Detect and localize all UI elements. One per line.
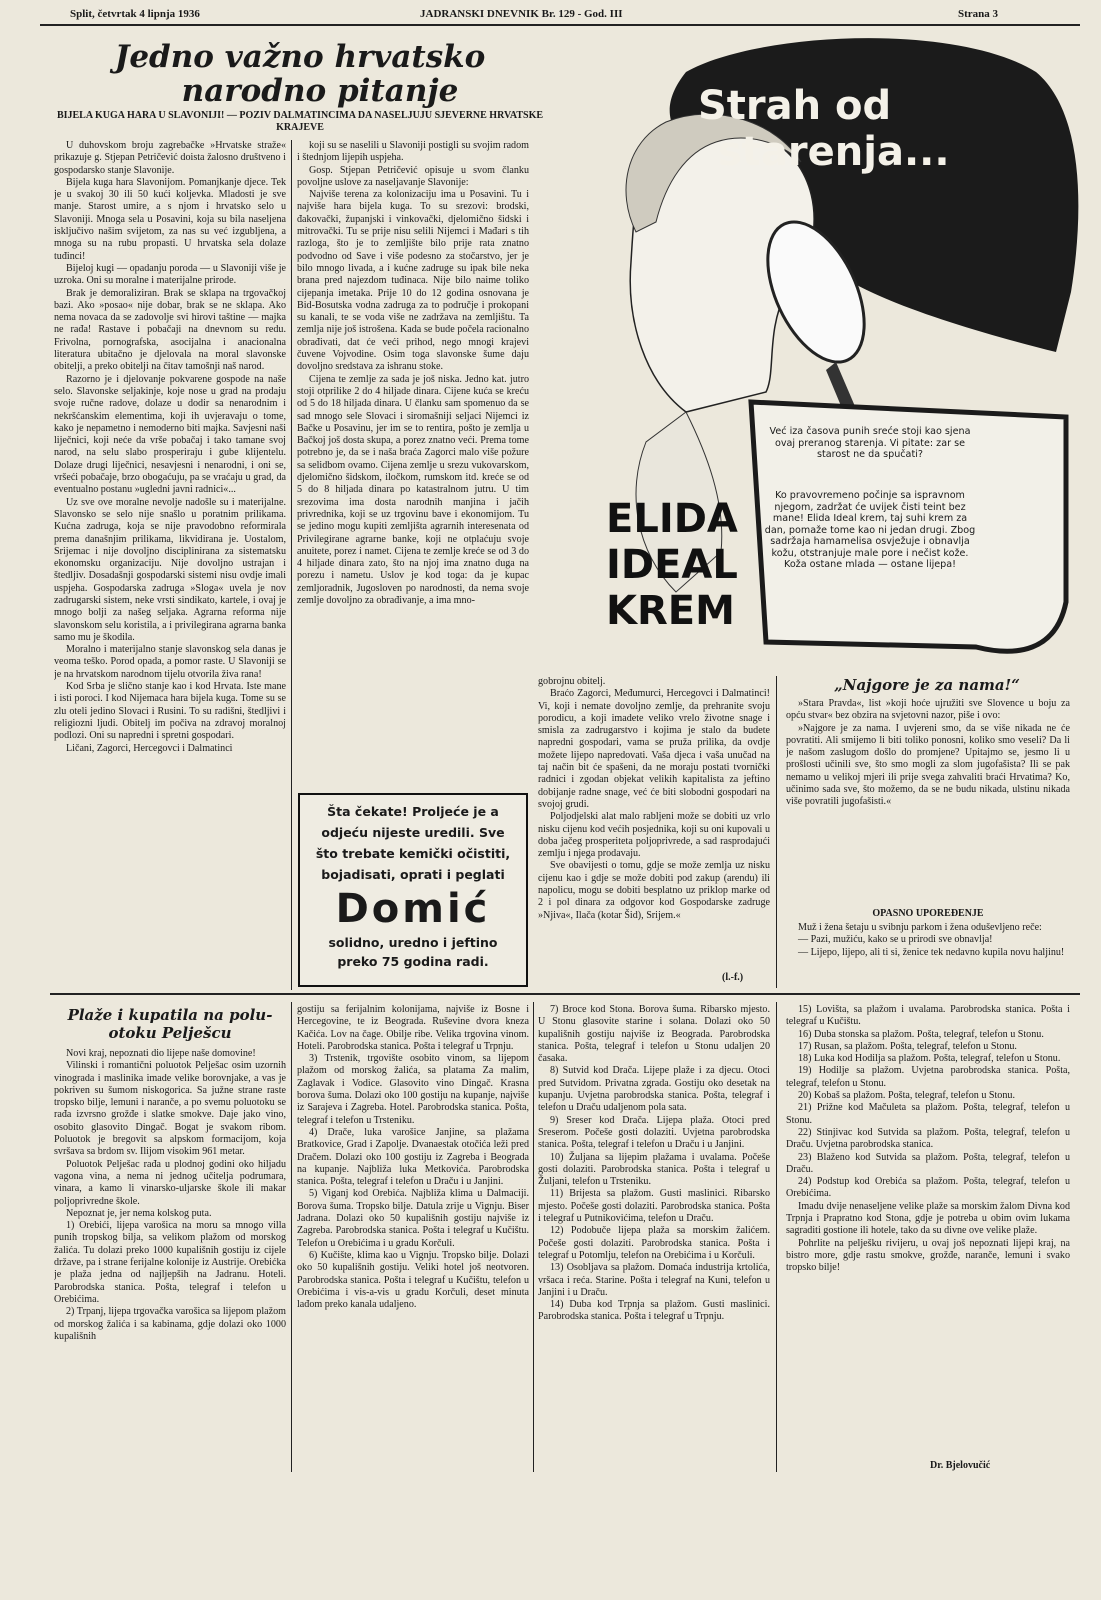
paragraph: 20) Kobaš sa plažom. Pošta, telegraf, telefon u Stonu. [798,1090,1015,1102]
column-divider [291,140,292,990]
paragraph: 4) Drače, luka varošice Janjine, sa plažama Bratkovice, Grad i Zapolje. Dvanaestak otočića leži pred Dračem. Dolazi oko 100 gostiju iz Zagreba i Beograda na kupanje. Najbliža luka Metkovića. Parobrodska stanica. Pošta, telegraf i telefon u Draču i u Janjini. [297,1126,529,1188]
elida-headline-line1: Strah od [698,83,892,129]
paragraph: Razorno je i djelovanje pokvarene gospode na naše selo. Slavonske seljakinje, koje nose u grad na prodaju svoje ručne radove, dolaze u dodir sa nenarodnim i nekršćanskim elementima, koji ih uvjeravaju o tome, kako je nepametno i nemoderno biti majka. Savjesni naši liječnici, koji neće da vrše pobačaj i tako tamane svoj narod, na selu slabo prosperiraju i gube klijentelu. Dolaze drugi liječnici, nesavjesni i nenarodni, i oni se, vršeći pobačaje, brzo obogaćuju, pa se vraćaju u grad, da eventualno postanu »ugledni javni radnici«... [54,373,286,496]
paragraph: 18) Luka kod Hodilja sa plažom. Pošta, telegraf, telefon u Stonu. [798,1053,1061,1065]
plaze-column-3 [538,1004,770,1476]
paragraph: Brak je demoraliziran. Brak se sklapa na trgovačkoj bazi. Ako »posao« nije dobar, brak se ne sklapa. Ako nema novaca da se zadovolje svi hirovi taštine — majka ne rađa! Rastave i pobačaji na dnevnom su redu. Frivolna, pornografska, asocijalna i anacionalna literatura ubitačno je djelovala na moral slavonske obitelji, a preko obitelji na čitav tamošnji naš narod. [54,287,286,373]
paragraph: — Pazi, mužiću, kako se u prirodi sve obnavlja! [798,934,993,946]
paragraph: Imadu dvije nenaseljene velike plaže sa morskim žalom Divna kod Trpnja i Prapratno kod Stona, gdje je potreba u obim ovim lukama sagraditi gostione ili hotele, tako da su divne ove velike plaže. [786,1200,1070,1237]
elida-brand-line2: IDEAL [606,542,738,588]
elida-advertisement [536,32,1084,670]
column-divider [776,676,777,988]
paragraph: 8) Sutvid kod Drača. Lijepe plaže i za djecu. Otoci pred Sutvidom. Privatna zgrada. Gostiju oko desetak na kupanju. Uvjetna parobrodska stanica. Pošta, telegraf i telefon u Draču udaljenom pola sata. [538,1065,770,1114]
lead-title-line2: narodno pitanje [181,73,459,109]
paragraph: Poluotok Pelješac rađa u plodnoj godini oko hiljadu vagona vina, a nema ni jednog učitelja podrumara, vinara, a kamo li vinarsko-uljarske škole ili makar poljoprivredne škole. [54,1158,286,1207]
paragraph: 16) Duba stonska sa plažom. Pošta, telegraf, telefon u Stonu. [798,1028,1044,1040]
paragraph: 21) Prižne kod Mačuleta sa plažom. Pošta, telegraf, telefon u Stonu. [786,1102,1070,1126]
paragraph: 23) Blaženo kod Sutvida sa plažom. Pošta, telegraf, telefon u Draču. [786,1151,1070,1175]
section-rule [50,993,1080,995]
plaze-column-1 [54,1048,286,1478]
lead-column-3 [538,676,770,986]
domic-line6: preko 75 godina radi. [337,954,489,969]
paragraph: 14) Duba kod Trpnja sa plažom. Gusti maslinici. Parobrodska stanica. Pošta i telegraf u Trpnju. [538,1299,770,1323]
paragraph: Gosp. Stjepan Petričević opisuje u svom članku povoljne uslove za naseljavanje Slavonije: [297,164,529,188]
paragraph: Bijela kuga hara Slavonijom. Pomanjkanje djece. Tek je u svakoj 30 ili 50 kući koljevka. Mladosti je sve manje. Starost umire, a s njom i hrvatsko selo u Slavoniji. Mnoga sela u Posavini, koja su bila naseljena isključivo našim svijetom, za nas su već izgubljena, a mnoga su na rubu propasti. U hrvatska sela dolaze tuđinci! [54,176,286,262]
plaze-title-line1: Plaže i kupatila na polu- [67,1006,273,1024]
elida-bubble-top: Već iza časova punih sreće stoji kao sjena ovaj preranog starenja. Vi pitate: zar se starost ne da spučati? [769,426,971,460]
paragraph: 2) Trpanj, lijepa trgovačka varošica sa lijepom plažom od morskog žalića i sa kabinama, gdje dolazi oko 1000 kupališnih [54,1306,286,1342]
paragraph: 9) Sreser kod Drača. Lijepa plaža. Otoci pred Sreserom. Počeše gosti dolaziti. Uvjetna parobrodska stanica. Pošta, telegraf i telefon u Draču i u Janjini. [538,1114,770,1151]
column-divider [291,1002,292,1472]
plaze-signature: Dr. Bjelovučić [930,1460,991,1471]
paragraph: 3) Trstenik, trgovište osobito vinom, sa lijepom plažom od morskog žalića, sa platama Za malim, Zaglavak i Vodice. Glasovito vino Dingač. Krasna borova šuma. Dolazi oko 100 gostiju na kupanje, najviše iz Sarajeva i Zagreba. Hotel. Parobrodska stanica. Pošta, telegraf i telefon u Trsteniku. [297,1053,529,1126]
paragraph: koji su se naselili u Slavoniji postigli su svojim radom i štednjom lijepih uspjeha. [297,140,529,164]
paragraph: 19) Hodilje sa plažom. Uvjetna parobrodska stanica. Pošta, telegraf, telefon u Stonu. [786,1065,1070,1089]
header-rule [40,24,1080,26]
paragraph: 24) Podstup kod Orebića sa plažom. Pošta, telegraf, telefon u Orebićima. [786,1176,1070,1200]
plaze-column-2 [297,1004,529,1476]
elida-bubble-bottom: Ko pravovremeno počinje sa ispravnom njegom, zadržat će uvijek čisti teint bez mane! Elida Ideal krem, taj suhi krem za dan, pomaže tome kao ni jedan drugi. Zbog sadržaja hamamelisa osvježuje i obnavlja kožu, otstranjuje male pore i nečist kože. Koža ostane mlada — ostane lijepa! [764,490,976,570]
paragraph: Uz sve ove moralne nevolje nadošle su i materijalne. Slavonsko se selo nije snašlo u poratnim prilikama. Kućna zadruga, koja se nije pravodobno reformirala prema današnjim prilikama, likvidirana je. Uostalom, Srijemac i nije dovoljno disciplinirana za sistematsku ekonomsku organizaciju. Nije dovoljno ustrajan i štedljiv. Dosadašnji gospodarski sistemi nisu ovdje imali uspjeha. Gospodarska zadruga »Sloga« uvela je nov zadrugarski sistem, neke vrsti sindikato, kartele, i ovaj je mnogo bolji za našeg seljaka. Agrarna reforma nije slavonskom selu koristila, a i privilegirana agrarna banka samo mu je škodila. [54,496,286,643]
paragraph: Vilinski i romantični poluotok Pelješac osim uzornih vinograda i maslinika imade velike borovnjake, a vas je pokriven su šumom niskogorica. Sa južne strane raste tropsko bilje, lemuni i naranče, a po svemu poluotoku se rađa izvrsno grožđe i slatke smokve. Daje jako vino, osobito glasovito Dingač. Bogat je svakom ribom. Poluotok je bregovit sa alpskom formacijom, koja svršava sa brdom sv. Ilijom visokim 961 metar. [54,1060,286,1158]
paragraph: 10) Žuljana sa lijepim plažama i uvalama. Počeše gosti dolaziti. Parobrodska stanica. Pošta i telegraf u Žuljani, telefon u Trsteniku. [538,1151,770,1188]
paragraph: Bijeloj kugi — opadanju poroda — u Slavoniji više je uzroka. Oni su moralne i materijalne prirode. [54,262,286,287]
domic-line4: bojadisati, oprati i peglati [321,867,505,882]
opasno-text [786,922,1070,986]
paragraph: Muž i žena šetaju u svibnju parkom i žena oduševljeno reče: [798,922,1042,933]
lead-title-line1: Jedno važno hrvatsko [114,39,486,75]
paragraph: Najviše terena za kolonizaciju ima u Posavini. Tu i najviše hara bijela kuga. To su srezovi: brodski, đakovački, županjski i vinkovački, djelomično šidski i mitrovački. Tu se prije nisu selili Nijemci i Mađari s tih razloga, što je to zemljište bilo prije rata znatno podvodno od Save i više podesno za stočarstvo, jer je bilo mnogo livada, a i kućne zadruge su ipak bile neka brana pred najezdom tuđinaca. Nije bilo naime toliko cijepanja imetaka. Prije 10 do 12 godina osnovana je Bid-Bosutska vodna zadruga za to područje i prokopani su kanali, te se voda više ne zadržava na zemljištu. Ta zemlja nije još istrošena. Kada se bude počela racionalno obrađivati, dat će veći prihod, nego mnogi krajevi čuvene Vojvodine. Osim toga slavonske šume daju dovoljno sredstava za ishranu stoke. [297,189,529,373]
paragraph: 5) Viganj kod Orebića. Najbliža klima u Dalmaciji. Borova šuma. Tropsko bilje. Datula zrije u Vignju. Biser Jadrana. Dolazi oko 50 kupališnih gostiju najviše iz Zagreba. Parobrodska stanica. Pošta i telegraf u Kučištu. Telefon u Orebićima i u gradu Korčuli. [297,1188,529,1249]
domic-line1: Šta čekate! Proljeće je a [327,804,499,819]
lead-column-1 [54,140,286,990]
header-page-number: Strana 3 [958,8,999,20]
paragraph: Nepoznat je, jer nema kolskog puta. [66,1207,212,1219]
column-divider [776,1002,777,1472]
elida-brand-line3: KREM [606,588,735,634]
opasno-title: OPASNO UPOREĐENJE [872,908,984,919]
paragraph: 12) Podobuče lijepa plaža sa morskim žalićem. Počeše gosti dolaziti. Parobrodska stanica. Pošta i telegraf u Potomlju, telefon na Orebićima i u Korčuli. [538,1225,770,1261]
domic-line2: odjeću nijeste uredili. Sve [321,825,505,840]
elida-brand-line1: ELIDA [606,496,738,542]
paragraph: Moralno i materijalno stanje slavonskog sela danas je veoma teško. Porod opada, a pomor raste. U Slavoniji se je na hrvatskom narodnom tijelu otvorila živa rana! [54,644,286,680]
paragraph: 13) Osobljava sa plažom. Domaća industrija krtolića, vršaca i reća. Starine. Pošta i telegraf na Kuni, telefon u Janjini i u Draču. [538,1262,770,1298]
paragraph: Novi kraj, nepoznati dio lijepe naše domovine! [66,1048,256,1059]
domic-line5: solidno, uredno i jeftino [328,935,498,950]
paragraph: 22) Stinjivac kod Sutvida sa plažom. Pošta, telegraf, telefon u Draču. Uvjetna parobrodska stanica. [786,1126,1070,1151]
domic-advertisement [298,793,528,987]
paragraph: 7) Broce kod Stona. Borova šuma. Ribarsko mjesto. U Stonu glasovite starine i solana. Dolazi oko 50 kupališnih gostiju najviše iz Beograda. Parobrodska stanica. Pošta, telegraf i telefon u Stonu udaljen 20 časaka. [538,1004,770,1065]
plaze-title-line2: otoku Pelješcu [108,1024,232,1042]
paragraph: 11) Brijesta sa plažom. Gusti maslinici. Ribarsko mjesto. Počeše gosti dolaziti. Parobrodska stanica. Pošta i telegraf u Putnikovićima, telefon u Draču. [538,1188,770,1225]
paragraph: »Stara Pravda«, list »koji hoće ujružiti sve Slovence u boju za opću stvar« bez obzira na svjetovni nazor, piše i ovo: [786,698,1070,722]
lead-subtitle: BIJELA KUGA HARA U SLAVONIJI! — POZIV DALMATINCIMA DA NASELJUJU SJEVERNE HRVATSKE KRAJEVE [56,110,544,133]
lead-column-2 [297,140,529,780]
paragraph: Kod Srba je slično stanje kao i kod Hrvata. Iste mane i isti poroci. I kod Nijemaca hara bijela kuga. Tome su se zlu oteli jedino Slovaci i Rusini. To su radišni, štedljivi i religiozni ljudi. Obitelj im počiva na zdravoj moralnoj podlozi. Oni su napredni i spretni gospodari. [54,681,286,742]
paragraph: Sve obavijesti o tomu, gdje se može zemlja uz nisku cijenu kao i gdje se može dobiti pod zakup (arendu) ili napolicu, mogu se dobiti besplatno uz priklop marke od 2 i pol dinara za odgovor kod Gospodarske zadruge »Njiva«, Ilača (kotar Šid), Srijem.« [538,860,770,921]
paragraph: U duhovskom broju zagrebačke »Hrvatske straže« prikazuje g. Stjepan Petričević doista žalosno društveno i gospodarsko stanje Slavonije. [54,140,286,176]
najgore-title: „Najgore je za nama!“ [834,676,1020,694]
paragraph: Braćo Zagorci, Međumurci, Hercegovci i Dalmatinci! Vi, koji i nemate dovoljno zemlje, da prehranite svoju porodicu, a koji imadete veliko vrelo životne snage i smisla za zadrugarstvo i kojima je stalo da budete napredni gospodari, vama se pruža prilika, da ovdje možete lijepo napredovati. Vaša djeca i vaša unučad na taj način bit će spašeni, da ne moraju postati tvornički radnici i zgodan objekat velikih kapitalista za jeftino dobijanje radne snage, već će biti slobodni gospodari na svojoj grudi. [538,688,770,810]
paragraph: 15) Lovišta, sa plažom i uvalama. Parobrodska stanica. Pošta i telegraf u Kučištu. [786,1004,1070,1028]
paragraph: Cijena te zemlje za sada je još niska. Jedno kat. jutro stoji otprilike 2 do 4 hiljade dinara. Cijene kuća se kreću od 5 do 18 hiljada dinara. U članku sam spomenuo da se sad mnogo sele Slovaci i siromašniji seljaci Nijemci iz Bačke u Posavinu, jer im se to rentira, pošto je zemlja u Bačkoj još dosta skupa, a porez znatno veći. Prema tome potrebno je, da se i naša braća Zagorci malo više požure sa selidbom ovamo. Cijena zemlje u srezu vukovarskom, djelomično šidskom, iločkom, rumskom itd. kreće se od 5 do 8 hiljada dinara po katastralnom jutru. U tim srezovima ima dosta narodnih manjina i jačih privrednika, koji se uz trgovinu bave i ekonomijom. Tu se jedino mogu kupiti zemljišta agrarnih interesenata od Privilegirane agrarne banke, koji ne otplaćuju svoje anuitete, porez i namet. Cijena te zemlje kreće se od 3 do 4 hiljade dinara zato, što na njoj ima znatno duga na porezu i nametu. Uslov je kod toga: da je kupac zemljoradnik, Jugosloven po narodnosti, da nema svoje zemlje dovoljno za obrađivanje, a ima mno- [297,373,529,606]
paragraph: 17) Rusan, sa plažom. Pošta, telegraf, telefon u Stonu. [798,1040,1017,1052]
paragraph: 6) Kučište, klima kao u Vignju. Tropsko bilje. Dolazi oko 50 kupališnih gostiju. Veliki hotel još neotvoren. Parobrodska stanica. Pošta i telegraf u Kučištu, telefon u Orebićima i vis-a-vis u gradu Korčuli, deset minuta lađom preko kanala udaljeno. [297,1249,529,1311]
plaze-column-4 [786,1004,1070,1454]
header-masthead: JADRANSKI DNEVNIK Br. 129 - God. III [420,8,623,20]
paragraph: 1) Orebići, lijepa varošica na moru sa mnogo villa punih tropskog bilja, sa velikom plažom od morskog žalića. Tu dolazi preko 1000 kupališnih gostiju iz cijele države, pa i strane ferijalne kolonije iz Austrije. Orebićka je plaža jedna od najljepših na Jadranu. Hoteli. Parobrodska stanica. Pošta, telegraf i telefon u Orebićima. [54,1220,286,1305]
paragraph: Poljodjelski alat malo rabljeni može se dobiti uz vrlo nisku cijenu kod većih posjednika, koji su oni kupovali u doba jačeg prosperiteta poljoprivrede, a sad rasprodajući zemlju i njega prodavaju. [538,811,770,860]
paragraph: »Najgore je za nama. I uvjereni smo, da se više nikada ne će povratiti. Ali smijemo li biti toliko ponosni, koliko smo veseli? Da li je našom zaslugom došlo do promjene? Upitajmo se, jesmo li u prošlosti učinili sve, što smo mogli za slom jugofašista? Ili se pak nemamo u velikoj mjeri ili prije svega zahvaliti braći Hrvatima? Ko, učinimo sada sve, što možemo, da se ne budu nikada, ulstinu nikada više povratili jugofašisti.« [786,722,1070,808]
paragraph: Ličani, Zagorci, Hercegovci i Dalmatinci [66,742,233,754]
elida-headline-line2: starenja... [718,129,950,175]
lead-signature: (l.-f.) [722,972,744,983]
header-date: Split, četvrtak 4 lipnja 1936 [70,8,200,20]
paragraph: gostiju sa ferijalnim kolonijama, najviše iz Bosne i Hercegovine, te iz Beograda. Ruševine dvora kneza Kačića. Lov na čage. Obilje ribe. Velika trgovina vinom. Hoteli. Parobrodska stanica. Pošta i telegraf u Trpnju. [297,1004,529,1052]
najgore-text [786,698,1070,878]
paragraph: gobrojnu obitelj. [538,676,606,687]
column-divider [533,1002,534,1472]
paragraph: — Lijepo, lijepo, ali ti si, ženice tek nedavno kupila novu haljinu! [798,946,1065,958]
domic-line3: što trebate kemički očistiti, [315,846,511,861]
paragraph: Pohrlite na pelješku rivijeru, u ovaj još nepoznati lijepi kraj, na bistro more, gdje rastu smokve, grožđe, naranče, lemuni i svako tropsko bilje! [786,1237,1070,1274]
domic-brand: Domić [335,886,491,932]
